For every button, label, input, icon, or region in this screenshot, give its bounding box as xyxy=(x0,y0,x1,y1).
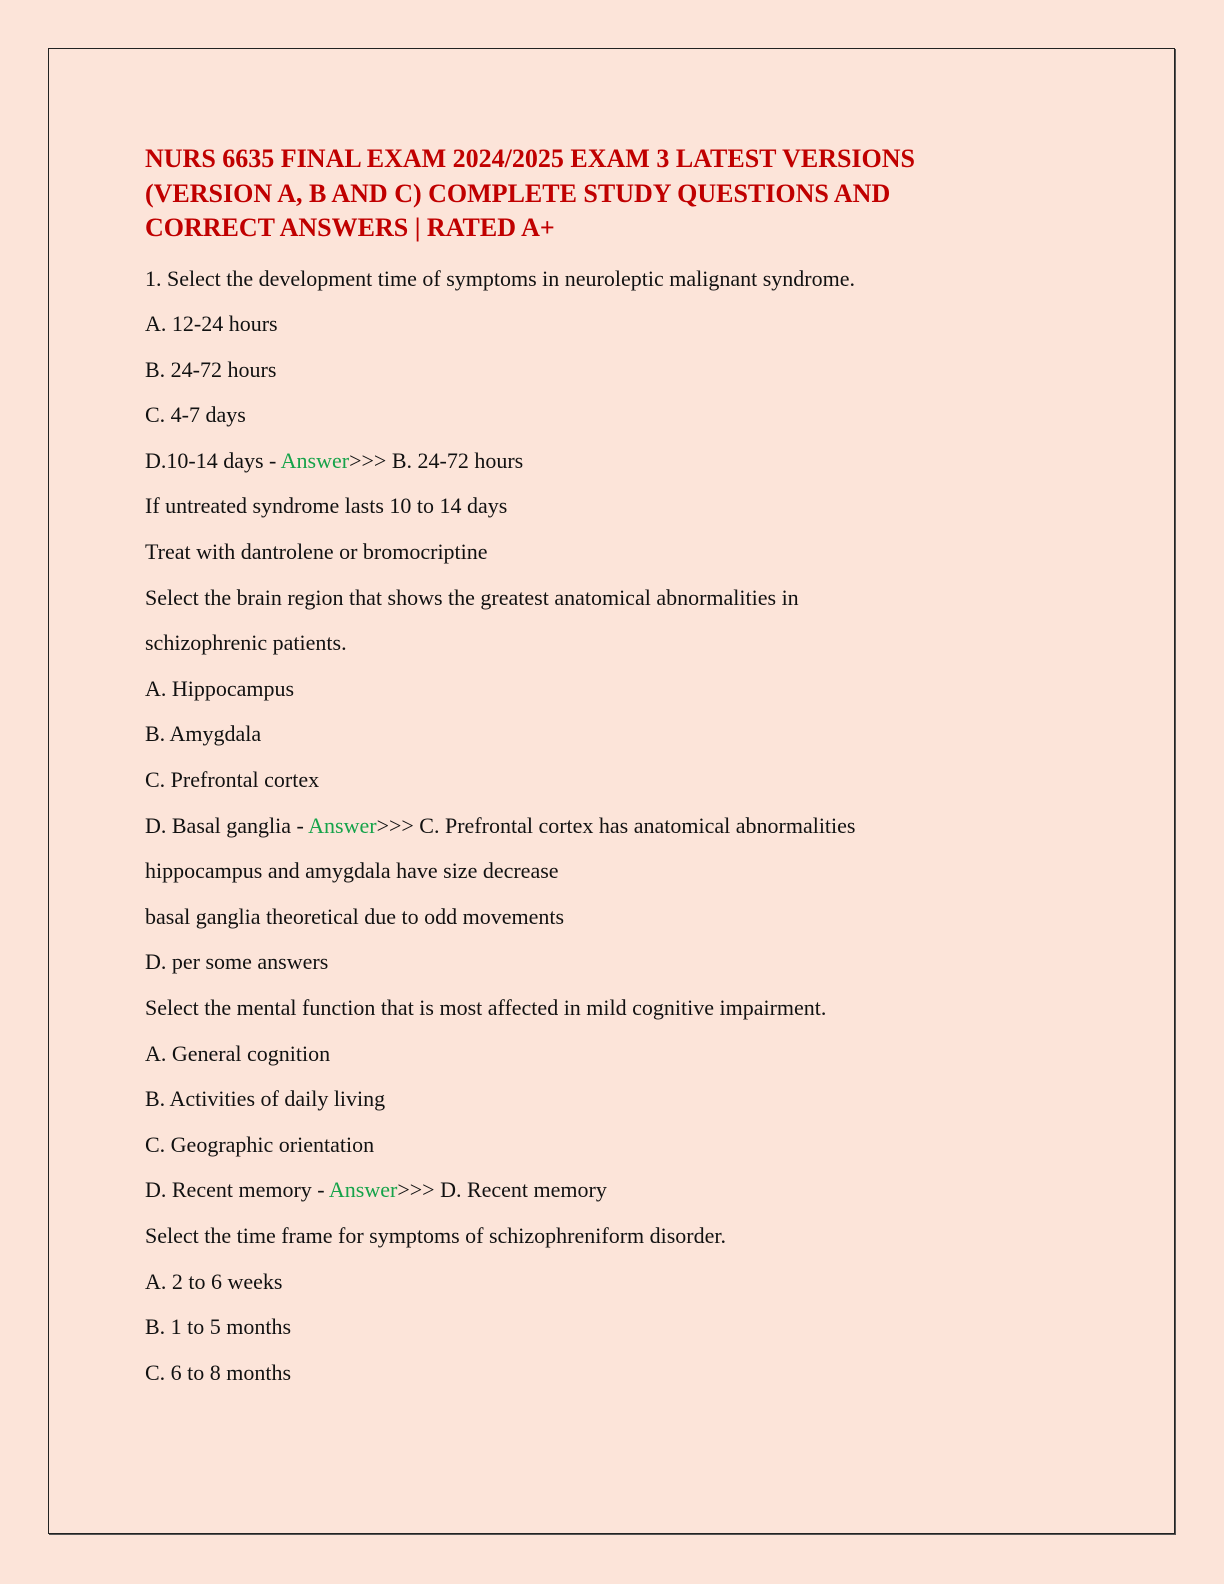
question-4-option-a xyxy=(145,1259,1025,1305)
line-prefix: D. Recent memory - xyxy=(145,1177,329,1203)
question-3-option-b xyxy=(145,1076,1025,1122)
question-2-option-a xyxy=(145,666,1025,712)
line-text: If untreated syndrome lasts 10 to 14 days xyxy=(145,493,508,519)
line-text: A. 12-24 hours xyxy=(145,311,278,337)
document-title: NURS 6635 FINAL EXAM 2024/2025 EXAM 3 LATEST VERSIONS (VERSION A, B AND C) COMPLETE STUDY QUESTIONS AND CORRECT ANSWERS | RATED A+ xyxy=(145,144,916,242)
question-4-stem xyxy=(145,1213,1025,1259)
question-4-option-b xyxy=(145,1304,1025,1350)
answer-label: Answer xyxy=(308,812,377,838)
question-1-note-1 xyxy=(145,483,1025,529)
line-text: C. Prefrontal cortex xyxy=(145,767,320,793)
question-1-option-c xyxy=(145,392,1025,438)
question-3-option-a xyxy=(145,1031,1025,1077)
line-text: B. 24-72 hours xyxy=(145,356,277,382)
question-3-option-d-answer xyxy=(145,1167,1025,1213)
line-text: C. 6 to 8 months xyxy=(145,1359,292,1385)
question-2-note-3 xyxy=(145,939,1025,985)
line-text: Select the brain region that shows the greatest anatomical abnormalities in xyxy=(145,584,799,610)
line-text: hippocampus and amygdala have size decrease xyxy=(145,858,559,884)
line-prefix: D. Basal ganglia - xyxy=(145,812,309,838)
question-1-stem xyxy=(145,256,1025,302)
line-text: basal ganglia theoretical due to odd movements xyxy=(145,903,565,929)
document-body xyxy=(145,142,1025,1395)
question-1-note-2 xyxy=(145,529,1025,575)
line-text: C. 4-7 days xyxy=(145,402,246,428)
line-text: Treat with dantrolene or bromocriptine xyxy=(145,539,488,565)
question-2-option-b xyxy=(145,711,1025,757)
question-2-note-2 xyxy=(145,894,1025,940)
question-2-option-c xyxy=(145,757,1025,803)
line-text: B. 1 to 5 months xyxy=(145,1314,292,1340)
answer-label: Answer xyxy=(328,1177,398,1203)
line-prefix: D.10-14 days - xyxy=(145,447,281,473)
question-4-option-c xyxy=(145,1350,1025,1396)
line-text: 1. Select the development time of symptoms in neuroleptic malignant syndrome. xyxy=(145,265,855,291)
question-1-option-d-answer xyxy=(145,438,1025,484)
line-text: D. per some answers xyxy=(145,949,329,975)
answer-text: >>> C. Prefrontal cortex has anatomical abnormalities xyxy=(376,812,856,838)
line-text: C. Geographic orientation xyxy=(145,1131,375,1157)
line-text: A. 2 to 6 weeks xyxy=(145,1268,283,1294)
line-text: B. Activities of daily living xyxy=(145,1086,386,1112)
line-text: B. Amygdala xyxy=(145,721,262,747)
question-3-option-c xyxy=(145,1122,1025,1168)
question-2-note-1 xyxy=(145,848,1025,894)
answer-text: >>> B. 24-72 hours xyxy=(349,447,524,473)
answer-label: Answer xyxy=(280,447,350,473)
line-text: Select the mental function that is most affected in mild cognitive impairment. xyxy=(145,995,827,1020)
question-3-stem xyxy=(145,985,1025,1031)
question-2-option-d-answer xyxy=(145,803,1025,849)
question-1-option-a xyxy=(145,301,1025,347)
line-text: Select the time frame for symptoms of schizophreniform disorder. xyxy=(145,1222,727,1248)
question-1-option-b xyxy=(145,347,1025,393)
line-text: A. Hippocampus xyxy=(145,675,295,701)
line-text: schizophrenic patients. xyxy=(145,630,347,656)
question-2-stem-continued xyxy=(145,620,1025,666)
question-2-stem xyxy=(145,575,1025,621)
answer-text: >>> D. Recent memory xyxy=(397,1177,607,1203)
line-text: A. General cognition xyxy=(145,1040,331,1066)
